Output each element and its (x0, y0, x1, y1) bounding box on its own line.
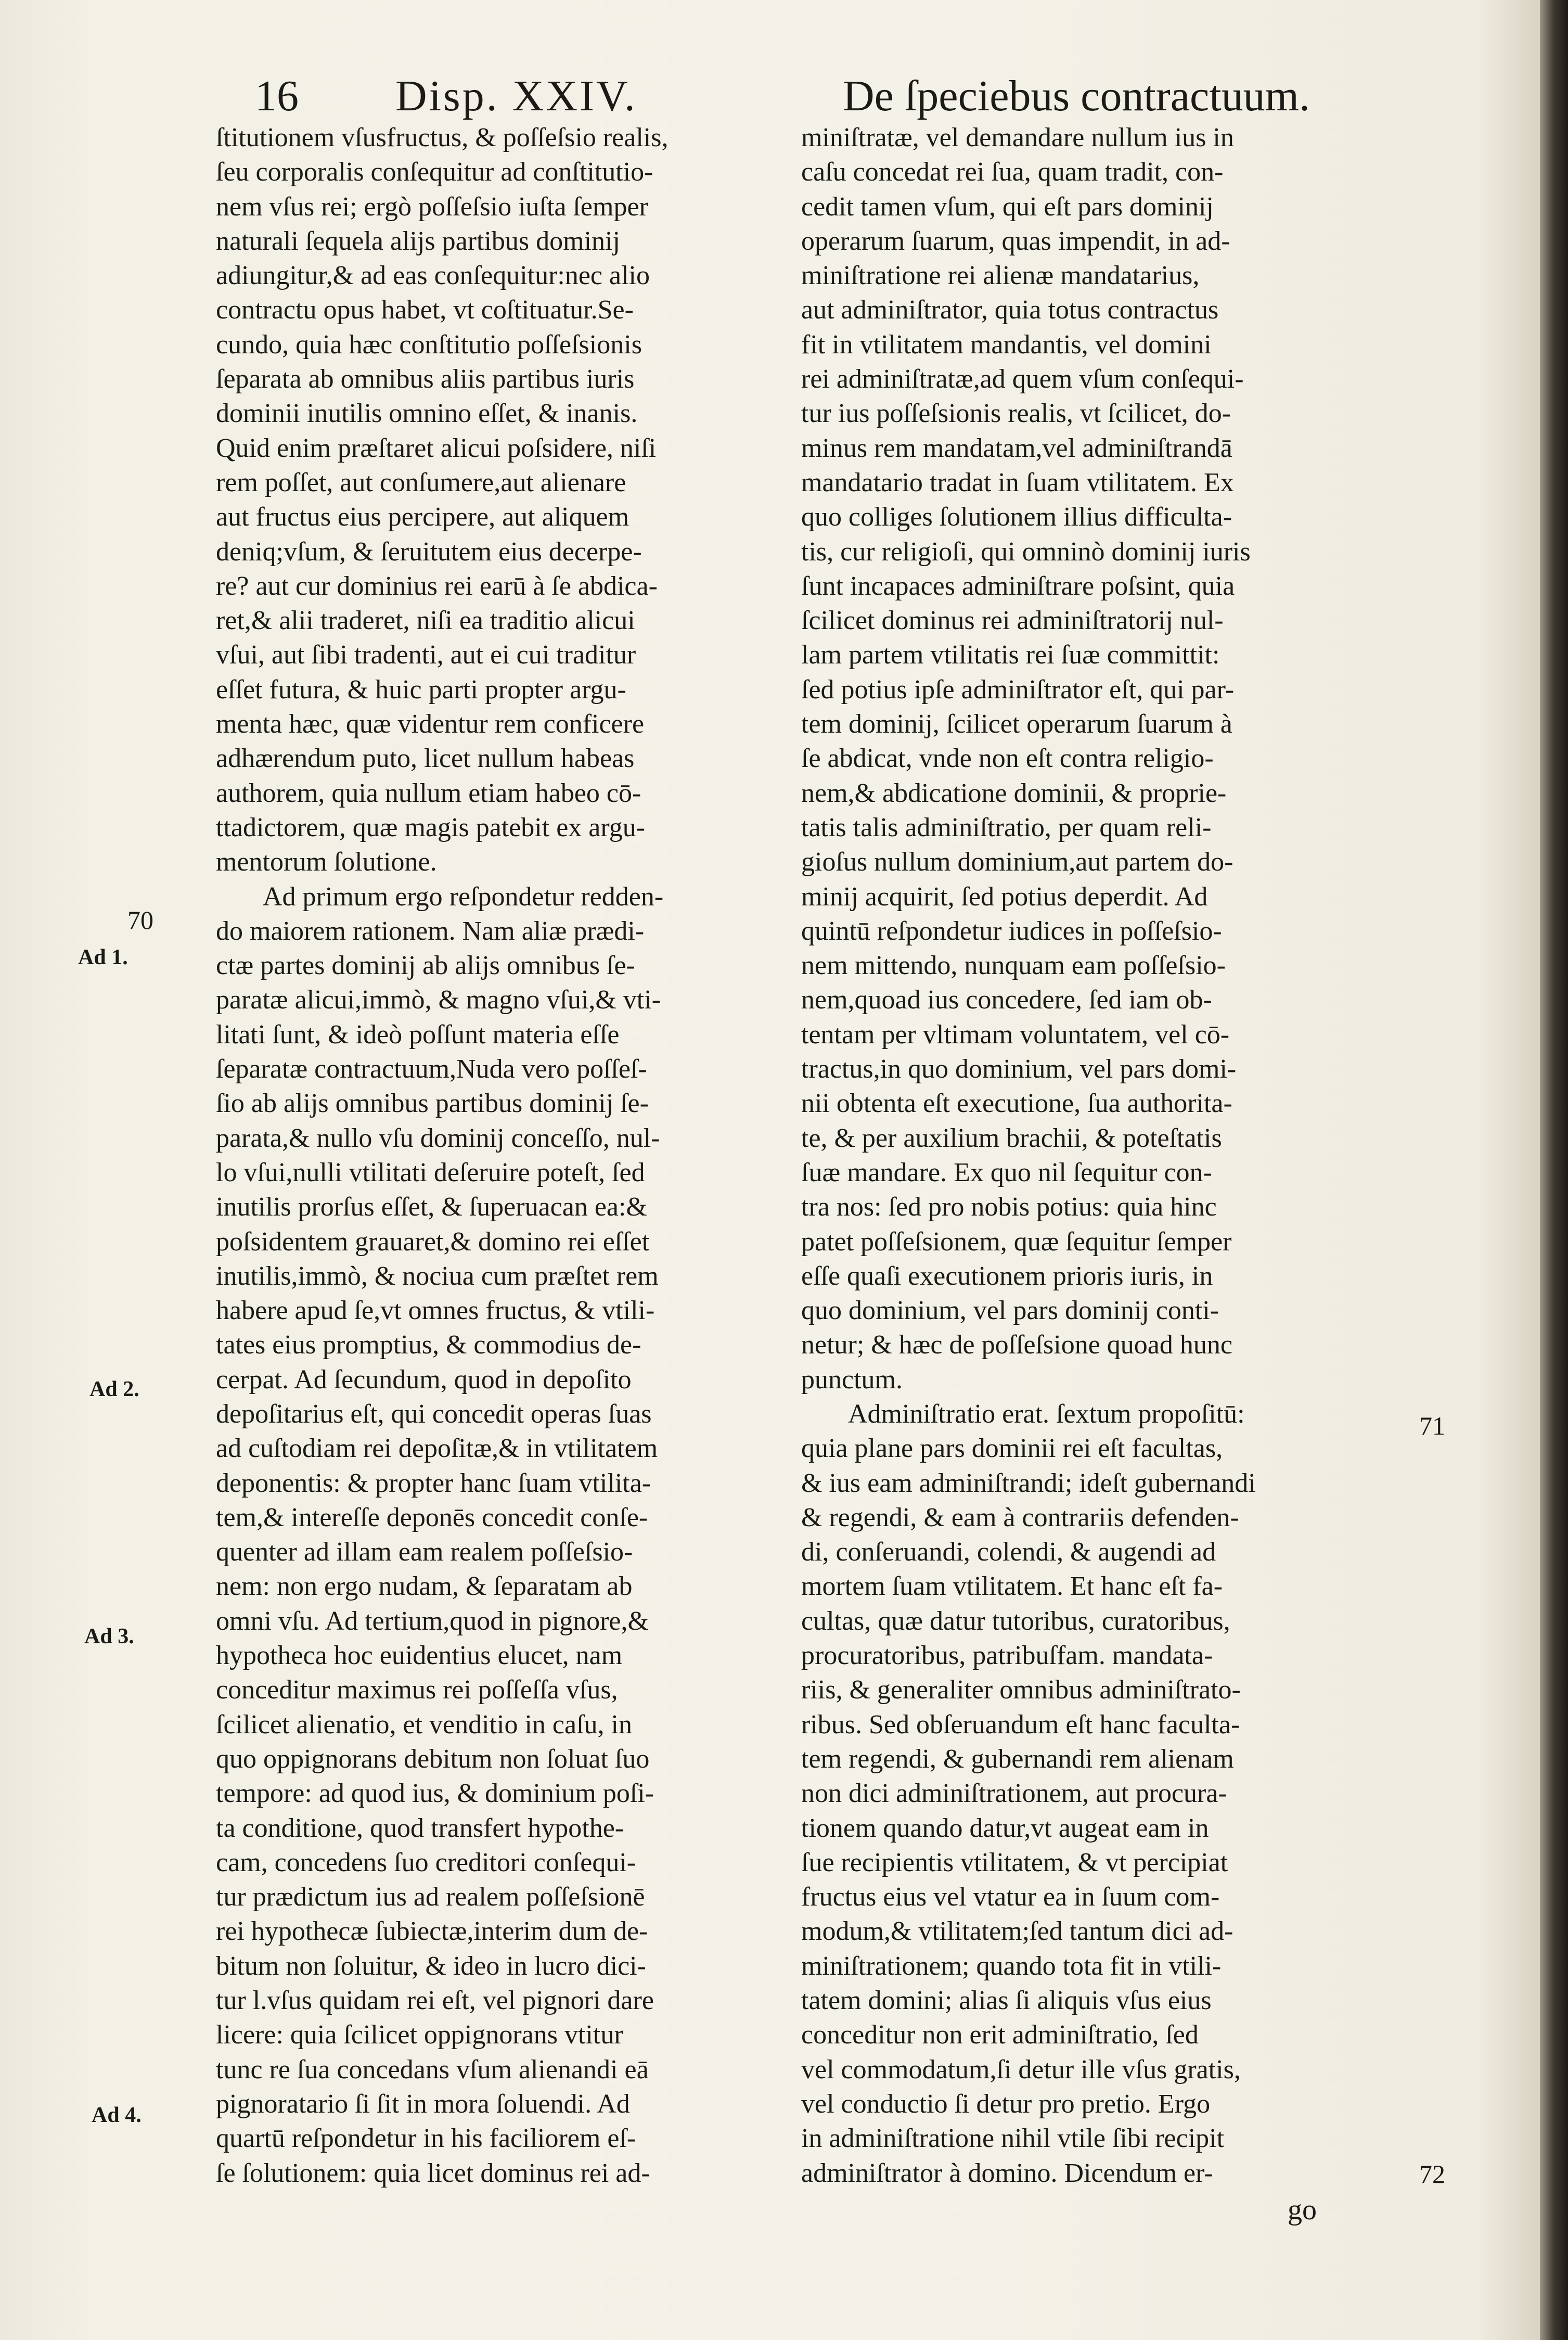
text-line: miniſtrationem; quando tota fit in vtili- (801, 1951, 1222, 1981)
text-line: contractu opus habet, vt coſtituatur.Se- (216, 295, 634, 325)
text-line: tentam per vltimam voluntatem, vel cō- (801, 1019, 1230, 1050)
text-line: ſe abdicat, vnde non eſt contra religio- (801, 744, 1214, 774)
text-line: ctæ partes dominij ab alijs omnibus ſe- (216, 951, 635, 981)
disputation-title: Disp. XXIV. (395, 72, 637, 120)
text-line: Ad primum ergo reſpondetur redden- (263, 881, 664, 912)
text-line: adhærendum puto, licet nullum habeas (216, 744, 635, 774)
text-line: nem mittendo, nunquam eam poſſeſsio- (801, 951, 1226, 981)
running-head (0, 68, 1540, 125)
text-line: netur; & hæc de poſſeſsione quoad hunc (801, 1330, 1232, 1360)
text-line: ſeu corporalis conſequitur ad conſtitutio- (216, 157, 653, 187)
text-line: tur ius poſſeſsionis realis, vt ſcilicet, do- (801, 399, 1231, 429)
text-line: nii obtenta eſt executione, ſua authorita- (801, 1089, 1232, 1119)
text-line: punctum. (801, 1364, 903, 1395)
text-line: mentorum ſolutione. (216, 847, 437, 877)
text-line: cam, concedens ſuo creditori conſequi- (216, 1847, 636, 1877)
text-line: eſſe quaſi executionem prioris iuris, in (801, 1261, 1213, 1291)
text-line: deniq;vſum, & ſeruitutem eius decerpe- (216, 536, 642, 567)
text-line: rei adminiſtratæ,ad quem vſum conſequi- (801, 364, 1244, 394)
text-line: hypotheca hoc euidentius elucet, nam (216, 1641, 623, 1671)
text-line: ſuæ mandare. Ex quo nil ſequitur con- (801, 1157, 1212, 1187)
text-line: & ius eam adminiſtrandi; ideſt gubernandi (801, 1468, 1256, 1498)
text-line: vel commodatum,ſi detur ille vſus gratis, (801, 2054, 1241, 2085)
text-line: ttadictorem, quæ magis patebit ex argu- (216, 812, 646, 842)
text-line: tem regendi, & gubernandi rem alienam (801, 1744, 1234, 1774)
text-line: fit in vtilitatem mandantis, vel domini (801, 329, 1212, 360)
text-line: pignoratario ſi ſit in mora ſoluendi. Ad (216, 2089, 630, 2119)
text-line: paratæ alicui,immò, & magno vſui,& vti- (216, 985, 661, 1015)
text-line: miniſtratæ, vel demandare nullum ius in (801, 123, 1234, 152)
text-line: cultas, quæ datur tutoribus, curatoribus, (801, 1606, 1230, 1636)
text-line: minus rem mandatam,vel adminiſtrandā (801, 433, 1232, 463)
topic-title: De ſpeciebus contractuum. (843, 72, 1310, 120)
text-line: operarum ſuarum, quas impendit, in ad- (801, 226, 1230, 256)
text-line: ſe ſolutionem: quia licet dominus rei ad- (216, 2158, 650, 2188)
text-line: aut adminiſtrator, quia totus contractus (801, 295, 1219, 325)
left-text-column (216, 121, 778, 2191)
text-line: authorem, quia nullum etiam habeo cō- (216, 778, 641, 808)
text-line: habere apud ſe,vt omnes fructus, & vtili- (216, 1296, 655, 1326)
text-line: Quid enim præſtaret alicui poſsidere, niſi (216, 433, 657, 463)
text-line: re? aut cur dominius rei earū à ſe abdica- (216, 571, 658, 601)
text-line: tur l.vſus quidam rei eſt, vel pignori dare (216, 1986, 654, 2016)
text-line: caſu concedat rei ſua, quam tradit, con- (801, 157, 1224, 187)
text-line: tionem quando datur,vt augeat eam in (801, 1813, 1209, 1843)
text-line: cedit tamen vſum, qui eſt pars dominij (801, 191, 1214, 222)
margin-number-71: 71 (1419, 1411, 1445, 1440)
text-line: ſcilicet dominus rei adminiſtratorij nul- (801, 606, 1224, 636)
text-line: nem,quoad ius concedere, ſed iam ob- (801, 985, 1212, 1015)
text-line: nem vſus rei; ergò poſſeſsio iuſta ſemper (216, 191, 648, 222)
text-line: tractus,in quo dominium, vel pars domi- (801, 1054, 1237, 1084)
text-line: procuratoribus, patribuſfam. mandata- (801, 1641, 1213, 1671)
text-line: inutilis,immò, & nociua cum præſtet rem (216, 1261, 659, 1291)
text-line: riis, & generaliter omnibus adminiſtrato- (801, 1675, 1241, 1705)
text-line: tempore: ad quod ius, & dominium poſi- (216, 1779, 654, 1809)
text-line: conceditur non erit adminiſtratio, ſed (801, 2020, 1199, 2050)
text-line: litati ſunt, & ideò poſſunt materia eſſe (216, 1019, 620, 1050)
text-line: ret,& alii traderet, niſi ea traditio alicui (216, 606, 635, 636)
text-line: te, & per auxilium brachii, & poteſtatis (801, 1123, 1222, 1153)
text-line: ribus. Sed obſeruandum eſt hanc faculta- (801, 1709, 1240, 1740)
text-line: poſsidentem grauaret,& domino rei eſſet (216, 1226, 650, 1257)
text-line: in adminiſtratione nihil vtile ſibi recipit (801, 2124, 1225, 2154)
text-line: bitum non ſoluitur, & ideo in lucro dici- (216, 1951, 646, 1981)
text-line: quo dominium, vel pars dominij conti- (801, 1296, 1219, 1326)
book-spine-edge (1540, 0, 1568, 2340)
margin-number-72: 72 (1419, 2159, 1445, 2189)
text-line: tra nos: ſed pro nobis potius: quia hinc (801, 1192, 1217, 1222)
text-line: nem,& abdicatione dominii, & proprie- (801, 778, 1227, 808)
text-line: gioſus nullum dominium,aut partem do- (801, 847, 1233, 877)
text-line: cundo, quia hæc conſtitutio poſſeſsionis (216, 329, 642, 360)
text-line: ta conditione, quod transfert hypothe- (216, 1813, 624, 1843)
text-line: cerpat. Ad ſecundum, quod in depoſito (216, 1364, 632, 1395)
text-line: Adminiſtratio erat. ſextum propoſitū: (848, 1399, 1245, 1429)
catchword: go (1288, 2194, 1317, 2226)
text-line: di, conſeruandi, colendi, & augendi ad (801, 1537, 1216, 1567)
text-line: ſeparatæ contractuum,Nuda vero poſſeſ- (216, 1054, 647, 1084)
text-line: tem,& intereſſe deponēs concedit conſe- (216, 1502, 648, 1532)
margin-note-ad2: Ad 2. (89, 1377, 139, 1401)
text-line: tis, cur religioſi, qui omninò dominij iuris (801, 536, 1251, 567)
margin-note-ad4: Ad 4. (92, 2103, 142, 2127)
text-line: aut fructus eius percipere, aut aliquem (216, 502, 629, 532)
text-line: quintū reſpondetur iudices in poſſeſsio- (801, 916, 1222, 946)
text-line: ſeparata ab omnibus aliis partibus iuris (216, 364, 635, 394)
text-line: modum,& vtilitatem;ſed tantum dici ad- (801, 1916, 1233, 1947)
text-line: lo vſui,nulli vtilitati deſeruire poteſt, ſed (216, 1157, 645, 1187)
text-line: vel conductio ſi detur pro pretio. Ergo (801, 2089, 1211, 2119)
margin-note-ad1: Ad 1. (78, 945, 128, 969)
text-line: quo colliges ſolutionem illius difficulta- (801, 502, 1232, 532)
text-line: nem: non ergo nudam, & ſeparatam ab (216, 1571, 633, 1602)
text-line: tunc re ſua concedans vſum alienandi eā (216, 2054, 649, 2085)
text-line: parata,& nullo vſu dominij conceſſo, nul- (216, 1123, 660, 1153)
text-line: adminiſtrator à domino. Dicendum er- (801, 2158, 1213, 2188)
text-line: tem dominij, ſcilicet operarum ſuarum à (801, 709, 1232, 739)
page-number: 16 (255, 72, 299, 120)
text-line: minij acquirit, ſed potius deperdit. Ad (801, 881, 1208, 912)
text-line: quartū reſpondetur in his faciliorem eſ- (216, 2124, 636, 2154)
text-line: lam partem vtilitatis rei ſuæ committit: (801, 640, 1220, 670)
margin-note-ad3: Ad 3. (84, 1625, 134, 1648)
text-line: ſunt incapaces adminiſtrare poſsint, quia (801, 571, 1235, 601)
text-line: ſcilicet alienatio, et venditio in caſu, in (216, 1709, 632, 1740)
text-line: rem poſſet, aut conſumere,aut alienare (216, 467, 626, 497)
text-line: depoſitarius eſt, qui concedit operas ſuas (216, 1399, 652, 1429)
text-line: dominii inutilis omnino eſſet, & inanis. (216, 399, 638, 429)
text-line: inutilis prorſus eſſet, & ſuperuacan ea:& (216, 1192, 647, 1222)
text-line: menta hæc, quæ videntur rem conficere (216, 709, 645, 739)
text-line: adiungitur,& ad eas conſequitur:nec alio (216, 261, 650, 291)
text-line: patet poſſeſsionem, quæ ſequitur ſemper (801, 1226, 1232, 1257)
text-line: ſue recipientis vtilitatem, & vt percipiat (801, 1847, 1228, 1877)
text-line: non dici adminiſtrationem, aut procura- (801, 1779, 1227, 1809)
text-line: rei hypothecæ ſubiectæ,interim dum de- (216, 1916, 648, 1947)
text-line: ſed potius ipſe adminiſtrator eſt, qui par- (801, 674, 1235, 705)
text-line: tates eius promptius, & commodius de- (216, 1330, 641, 1360)
text-line: quo oppignorans debitum non ſoluat ſuo (216, 1744, 650, 1774)
text-line: miniſtratione rei alienæ mandatarius, (801, 261, 1200, 291)
text-line: ſtitutionem vſusfructus, & poſſeſsio realis, (216, 123, 669, 152)
text-line: do maiorem rationem. Nam aliæ prædi- (216, 916, 645, 946)
right-text-column (801, 121, 1381, 2191)
text-line: naturali ſequela alijs partibus dominij (216, 226, 620, 256)
text-line: conceditur maximus rei poſſeſſa vſus, (216, 1675, 618, 1705)
text-line: eſſet futura, & huic parti propter argu- (216, 674, 626, 705)
text-line: deponentis: & propter hanc ſuam vtilita- (216, 1468, 651, 1498)
text-line: fructus eius vel vtatur ea in ſuum com- (801, 1882, 1220, 1912)
text-line: mortem ſuam vtilitatem. Et hanc eſt fa- (801, 1571, 1223, 1602)
text-line: ad cuſtodiam rei depoſitæ,& in vtilitatem (216, 1434, 658, 1464)
text-line: vſui, aut ſibi tradenti, aut ei cui traditur (216, 640, 636, 670)
text-line: mandatario tradat in ſuam vtilitatem. Ex (801, 467, 1234, 497)
text-line: ſio ab alijs omnibus partibus dominij ſe- (216, 1089, 649, 1119)
text-line: quenter ad illam eam realem poſſeſsio- (216, 1537, 633, 1567)
text-line: tur prædictum ius ad realem poſſeſsionē (216, 1882, 645, 1912)
text-line: & regendi, & eam à contrariis defenden- (801, 1502, 1239, 1532)
text-line: tatem domini; alias ſi aliquis vſus eius (801, 1986, 1212, 2016)
text-line: licere: quia ſcilicet oppignorans vtitur (216, 2020, 623, 2050)
text-line: omni vſu. Ad tertium,quod in pignore,& (216, 1606, 649, 1636)
text-line: tatis talis adminiſtratio, per quam reli- (801, 812, 1212, 842)
text-line: quia plane pars dominii rei eſt facultas, (801, 1434, 1223, 1464)
margin-number-70: 70 (127, 905, 153, 935)
